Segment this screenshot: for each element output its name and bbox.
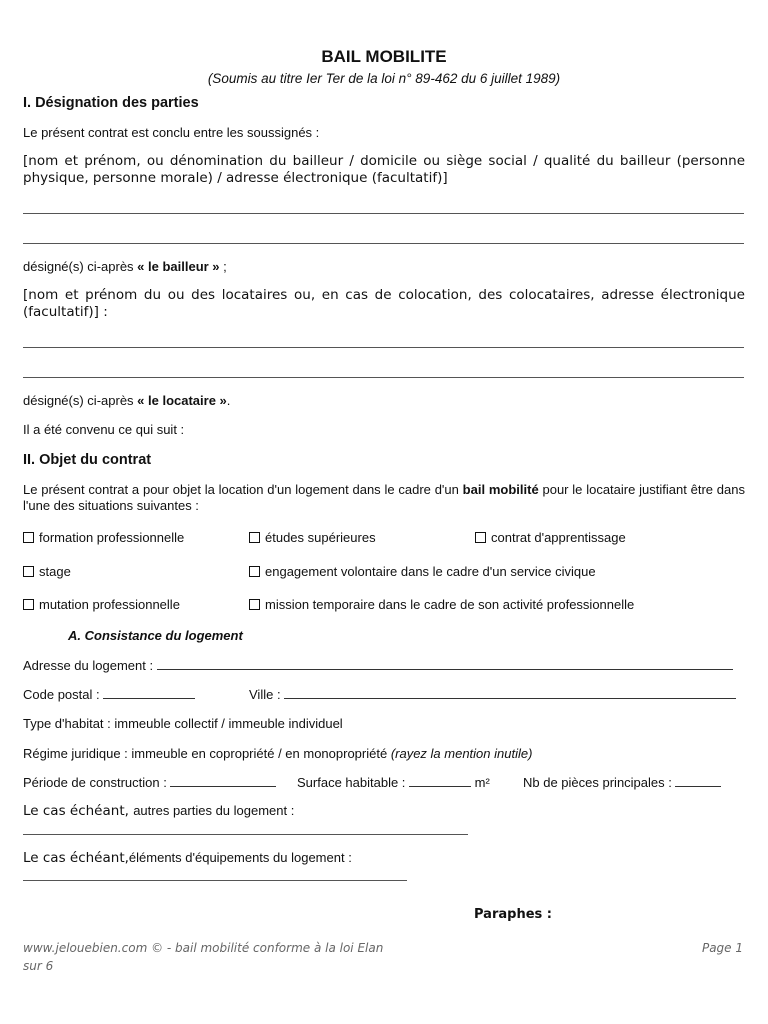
adresse-input[interactable] <box>157 658 733 670</box>
autres-label: autres parties du logement : <box>133 803 295 818</box>
footer-page-total: sur 6 <box>23 959 54 973</box>
option-mission[interactable] <box>249 597 634 612</box>
bailleur-term: « le bailleur » <box>137 259 220 274</box>
pieces-input[interactable] <box>675 775 721 787</box>
checkbox-icon[interactable] <box>23 566 34 577</box>
option-etudes[interactable] <box>249 530 376 545</box>
equip-label: éléments d'équipements du logement : <box>128 850 352 865</box>
option-label: stage <box>39 564 71 579</box>
ville-row <box>249 687 736 702</box>
intro-text: Le présent contrat est conclu entre les soussignés : <box>23 125 320 140</box>
checkbox-icon[interactable] <box>249 599 260 610</box>
designation-suffix: ; <box>219 259 227 274</box>
code-postal-input[interactable] <box>103 687 195 699</box>
ville-input[interactable] <box>284 687 736 699</box>
periode-row <box>23 775 276 790</box>
checkbox-icon[interactable] <box>23 599 34 610</box>
locataire-prompt: [nom et prénom du ou des locataires ou, en cas de colocation, des colocataires, adresse électronique (facultatif)] : <box>23 287 745 320</box>
surface-input[interactable] <box>409 775 471 787</box>
document-title: BAIL MOBILITE <box>321 47 447 66</box>
locataire-designation <box>23 393 230 408</box>
checkbox-icon[interactable] <box>23 532 34 543</box>
adresse-label: Adresse du logement : <box>23 658 157 673</box>
option-label: engagement volontaire dans le cadre d'un service civique <box>265 564 596 579</box>
autres-parties-line[interactable] <box>23 834 468 835</box>
periode-input[interactable] <box>170 775 276 787</box>
equipements-row <box>23 850 352 866</box>
option-label: mutation professionnelle <box>39 597 180 612</box>
option-label: formation professionnelle <box>39 530 185 545</box>
bail-mobilite-term: bail mobilité <box>462 482 539 497</box>
autres-parties-row <box>23 803 294 819</box>
objet-intro <box>23 482 745 514</box>
option-formation[interactable] <box>23 530 184 545</box>
regime-text: Régime juridique : immeuble en copropriété / en monopropriété <box>23 746 391 761</box>
locataire-line-1[interactable] <box>23 347 744 348</box>
surface-label: Surface habitable : <box>297 775 410 790</box>
consistance-heading: A. Consistance du logement <box>68 628 243 643</box>
regime-juridique <box>23 746 532 761</box>
option-mutation[interactable] <box>23 597 180 612</box>
type-habitat: Type d'habitat : immeuble collectif / immeuble individuel <box>23 716 343 731</box>
regime-note: (rayez la mention inutile) <box>390 746 533 761</box>
option-stage[interactable] <box>23 564 71 579</box>
checkbox-icon[interactable] <box>249 532 260 543</box>
locataire-term: « le locataire » <box>137 393 227 408</box>
option-civique[interactable] <box>249 564 596 579</box>
locataire-line-2[interactable] <box>23 377 744 378</box>
bailleur-prompt: [nom et prénom, ou dénomination du bailleur / domicile ou siège social / qualité du bailleur (personne physique, personne morale) / adresse électronique (facultatif)] <box>23 153 745 186</box>
option-label: mission temporaire dans le cadre de son activité professionnelle <box>265 597 635 612</box>
agreed-text: Il a été convenu ce qui suit : <box>23 422 185 437</box>
surface-unit: m² <box>471 775 490 790</box>
option-apprentissage[interactable] <box>475 530 626 545</box>
designation-suffix: . <box>226 393 231 408</box>
bailleur-line-2[interactable] <box>23 243 744 244</box>
section-heading-objet: II. Objet du contrat <box>23 452 152 468</box>
code-postal-label: Code postal : <box>23 687 104 702</box>
equip-prefix: Le cas échéant, <box>23 850 129 866</box>
checkbox-icon[interactable] <box>475 532 486 543</box>
checkbox-icon[interactable] <box>249 566 260 577</box>
pieces-label: Nb de pièces principales : <box>523 775 676 790</box>
document-subtitle: (Soumis au titre Ier Ter de la loi n° 89-462 du 6 juillet 1989) <box>207 71 561 86</box>
paraphes-label: Paraphes : <box>474 907 552 922</box>
code-postal-row <box>23 687 195 702</box>
bailleur-line-1[interactable] <box>23 213 744 214</box>
ville-label: Ville : <box>249 687 285 702</box>
equipements-line[interactable] <box>23 880 407 881</box>
section-heading-designation: I. Désignation des parties <box>23 95 199 111</box>
adresse-row <box>23 658 733 673</box>
pieces-row <box>523 775 721 790</box>
footer-page-number: Page 1 <box>701 941 743 955</box>
objet-intro-after: pour le locataire justifiant être dans l'une des situations suivantes : <box>23 482 745 513</box>
autres-prefix: Le cas échéant, <box>23 803 134 819</box>
objet-intro-before: Le présent contrat a pour objet la location d'un logement dans le cadre d'un <box>23 482 463 497</box>
designation-prefix: désigné(s) ci-après <box>23 393 138 408</box>
periode-label: Période de construction : <box>23 775 171 790</box>
surface-row <box>297 775 490 790</box>
option-label: contrat d'apprentissage <box>491 530 626 545</box>
footer-copyright: www.jelouebien.com © - bail mobilité conforme à la loi Elan <box>23 941 384 955</box>
designation-prefix: désigné(s) ci-après <box>23 259 138 274</box>
bailleur-designation <box>23 259 227 274</box>
option-label: études supérieures <box>265 530 376 545</box>
